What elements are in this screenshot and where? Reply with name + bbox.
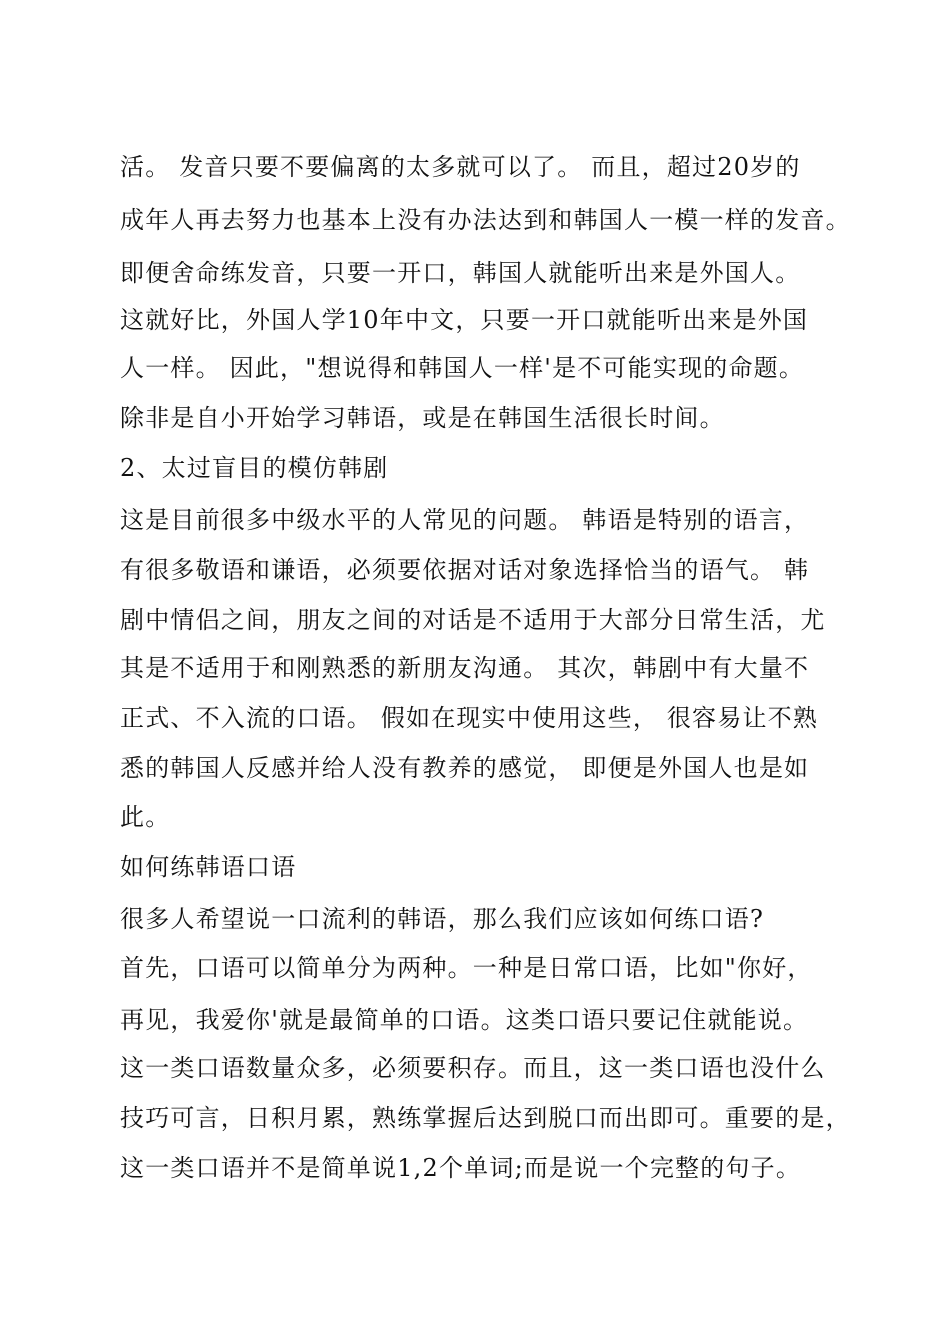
text-line: 首先，口语可以简单分为两种。一种是日常口语，比如"你好，	[120, 954, 813, 982]
text-line: 此。	[120, 803, 171, 831]
text-line: 剧中情侣之间，朋友之间的对话是不适用于大部分日常生活，尤	[120, 606, 826, 634]
text-line: 这一类口语数量众多，必须要积存。而且，这一类口语也没什么	[120, 1054, 826, 1082]
text-line: 技巧可言，日积月累，熟练掌握后达到脱口而出即可。重要的是，	[120, 1104, 851, 1132]
text-line: 这是目前很多中级水平的人常见的问题。 韩语是特别的语言，	[120, 506, 810, 534]
text-line: 再见，我爱你'就是最简单的口语。这类口语只要记住就能说。	[120, 1006, 809, 1034]
text-line: 成年人再去努力也基本上没有办法达到和韩国人一模一样的发音。	[120, 206, 851, 234]
text-line: 有很多敬语和谦语，必须要依据对话对象选择恰当的语气。 韩	[120, 556, 810, 584]
text-line: 活。 发音只要不要偏离的太多就可以了。 而且，超过20岁的	[120, 153, 801, 181]
text-line: 人一样。 因此，"想说得和韩国人一样'是不可能实现的命题。	[120, 354, 805, 382]
text-line: 这就好比，外国人学10年中文，只要一开口就能听出来是外国	[120, 306, 809, 334]
section-heading: 如何练韩语口语	[120, 853, 297, 881]
text-line: 很多人希望说一口流利的韩语，那么我们应该如何练口语?	[120, 905, 765, 933]
text-line: 悉的韩国人反感并给人没有教养的感觉， 即便是外国人也是如	[120, 754, 810, 782]
text-line: 其是不适用于和刚熟悉的新朋友沟通。 其次，韩剧中有大量不	[120, 654, 810, 682]
text-line: 即便舍命练发音，只要一开口，韩国人就能听出来是外国人。	[120, 259, 801, 287]
text-line: 正式、不入流的口语。 假如在现实中使用这些， 很容易让不熟	[120, 704, 819, 732]
section-heading: 2、太过盲目的模仿韩剧	[120, 454, 389, 482]
text-line: 这一类口语并不是简单说1,2个单词;而是说一个完整的句子。	[120, 1154, 802, 1182]
text-line: 除非是自小开始学习韩语，或是在韩国生活很长时间。	[120, 404, 725, 432]
